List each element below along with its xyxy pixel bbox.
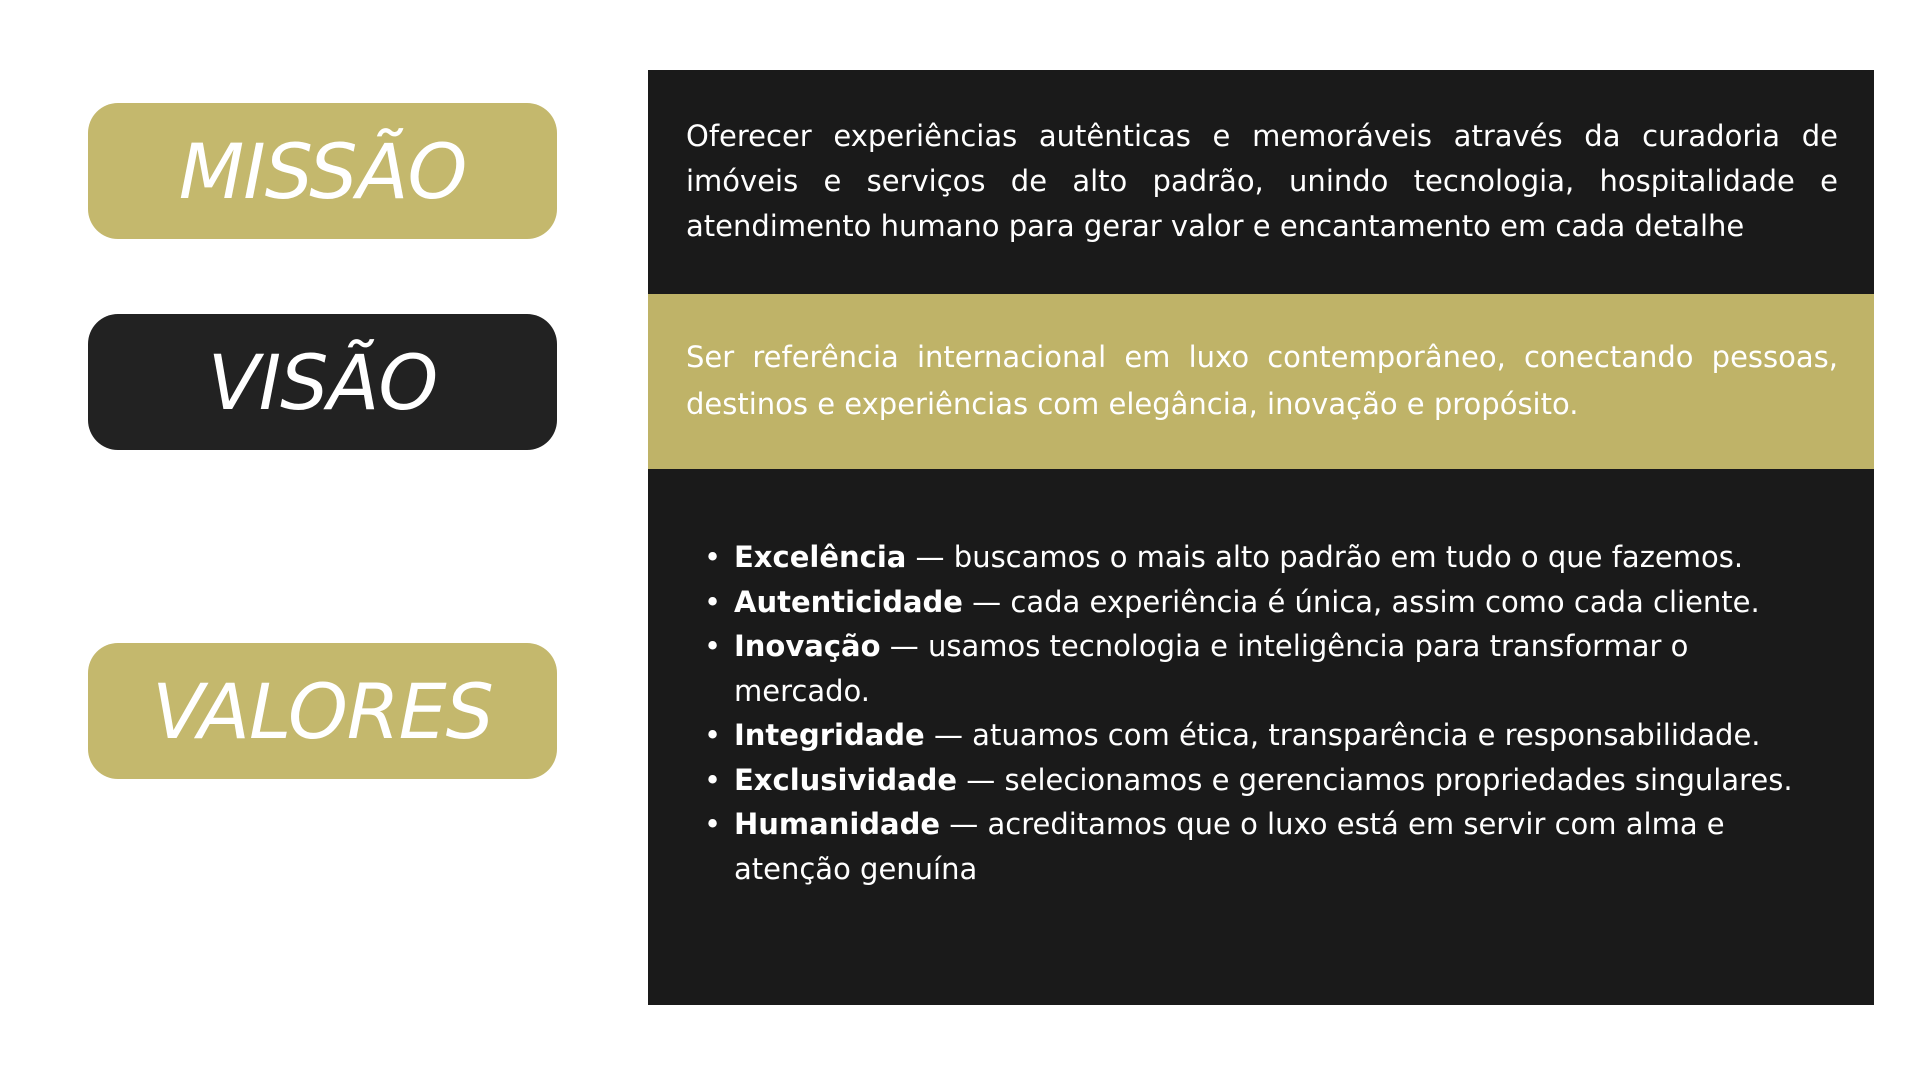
list-item (704, 713, 1814, 758)
missao-panel (648, 70, 1874, 294)
bullet-icon: • (704, 762, 722, 797)
list-item (704, 624, 1814, 713)
visao-panel (648, 294, 1874, 469)
value-description: — acreditamos que o luxo está em servir com alma e atenção genuína (734, 807, 1725, 886)
value-title: Excelência (734, 540, 907, 574)
missao-label (88, 103, 557, 239)
list-item (704, 535, 1814, 580)
value-description: — atuamos com ética, transparência e responsabilidade. (924, 718, 1761, 752)
bullet-icon: • (704, 718, 722, 752)
missao-label-text: MISSÃO (178, 126, 467, 216)
list-item (704, 758, 1814, 803)
list-item (704, 802, 1814, 891)
value-title: Exclusividade (734, 762, 958, 797)
visao-label (88, 314, 557, 450)
bullet-icon: • (704, 629, 722, 663)
valores-label-text: VALORES (152, 666, 493, 756)
value-description: — buscamos o mais alto padrão em tudo o que fazemos. (906, 540, 1744, 574)
visao-text: Ser referência internacional em luxo contemporâneo, conectando pessoas, destinos e experiências com elegância, inovação e propósito. (686, 340, 1838, 421)
valores-list (704, 535, 1814, 891)
list-item (704, 580, 1814, 625)
value-description: — usamos tecnologia e inteligência para transformar o mercado. (734, 629, 1689, 708)
value-description: — selecionamos e gerenciamos propriedades singulares. (957, 762, 1793, 797)
value-title: Inovação (734, 629, 881, 663)
bullet-icon: • (704, 584, 722, 619)
value-title: Humanidade (734, 807, 941, 841)
value-title: Integridade (734, 718, 925, 752)
visao-label-text: VISÃO (207, 337, 438, 427)
bullet-icon: • (704, 807, 722, 841)
valores-label (88, 643, 557, 779)
value-description: — cada experiência é única, assim como cada cliente. (962, 584, 1760, 619)
value-title: Autenticidade (734, 584, 963, 619)
missao-text: Oferecer experiências autênticas e memoráveis através da curadoria de imóveis e serviços de alto padrão, unindo tecnologia, hospitalidade e atendimento humano para gerar valor e encantamento em cada detalhe (686, 119, 1838, 243)
valores-panel (648, 469, 1874, 1005)
bullet-icon: • (704, 540, 722, 574)
